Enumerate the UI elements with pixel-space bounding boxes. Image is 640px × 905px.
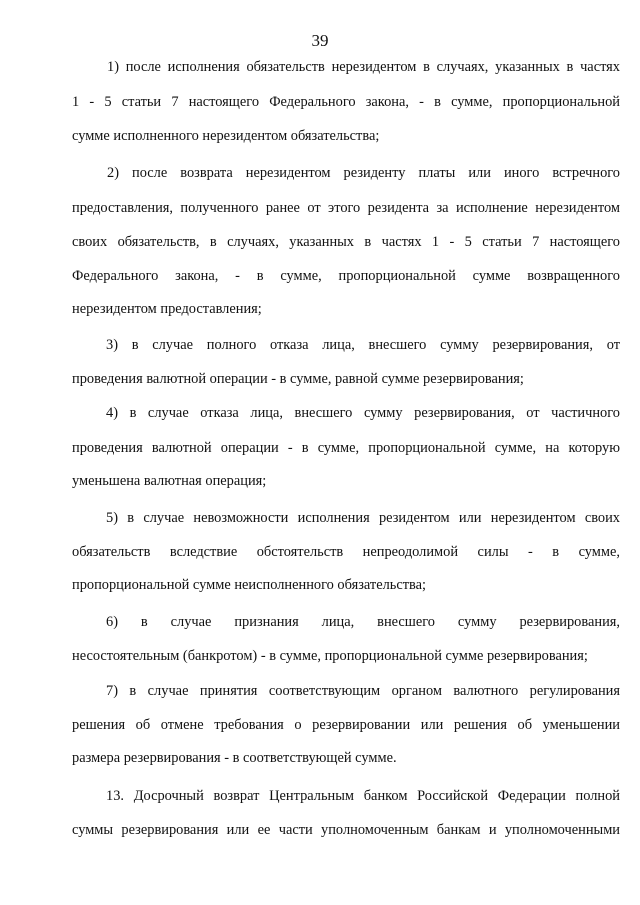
text-line: 13. Досрочный возврат Центральным банком Российской Федерации полной — [106, 788, 620, 804]
text-line: нерезидентом предоставления; — [72, 301, 262, 317]
text-line: 5) в случае невозможности исполнения резидентом или нерезидентом своих — [106, 510, 620, 526]
text-line: 4) в случае отказа лица, внесшего сумму резервирования, от частичного — [106, 405, 620, 421]
text-line: проведения валютной операции - в сумме, равной сумме резервирования; — [72, 371, 524, 387]
text-line: 1 - 5 статьи 7 настоящего Федерального закона, - в сумме, пропорциональной — [72, 94, 620, 110]
text-line: своих обязательств, в случаях, указанных в частях 1 - 5 статьи 7 настоящего — [72, 234, 620, 250]
text-line: проведения валютной операции - в сумме, пропорциональной сумме, на которую — [72, 440, 620, 456]
text-line: Федерального закона, - в сумме, пропорциональной сумме возвращенного — [72, 268, 620, 284]
text-line: сумме исполненного нерезидентом обязательства; — [72, 128, 380, 144]
text-line: уменьшена валютная операция; — [72, 473, 267, 489]
text-line: 3) в случае полного отказа лица, внесшего сумму резервирования, от — [106, 337, 620, 353]
text-line: 6) в случае признания лица, внесшего сумму резервирования, — [106, 614, 620, 630]
text-line: размера резервирования - в соответствующей сумме. — [72, 750, 397, 766]
text-line: обязательств вследствие обстоятельств непреодолимой силы - в сумме, — [72, 544, 620, 560]
text-line: 7) в случае принятия соответствующим органом валютного регулирования — [106, 683, 620, 699]
text-line: предоставления, полученного ранее от этого резидента за исполнение нерезидентом — [72, 200, 620, 216]
page-number: 39 — [311, 31, 329, 50]
text-line: пропорциональной сумме неисполненного обязательства; — [72, 577, 426, 593]
text-line: суммы резервирования или ее части уполномоченным банкам и уполномоченными — [72, 822, 620, 838]
text-line: несостоятельным (банкротом) - в сумме, пропорциональной сумме резервирования; — [72, 648, 588, 664]
text-line: решения об отмене требования о резервировании или решения об уменьшении — [72, 717, 620, 733]
text-line: 2) после возврата нерезидентом резиденту платы или иного встречного — [107, 165, 620, 181]
text-line: 1) после исполнения обязательств нерезидентом в случаях, указанных в частях — [107, 59, 620, 75]
